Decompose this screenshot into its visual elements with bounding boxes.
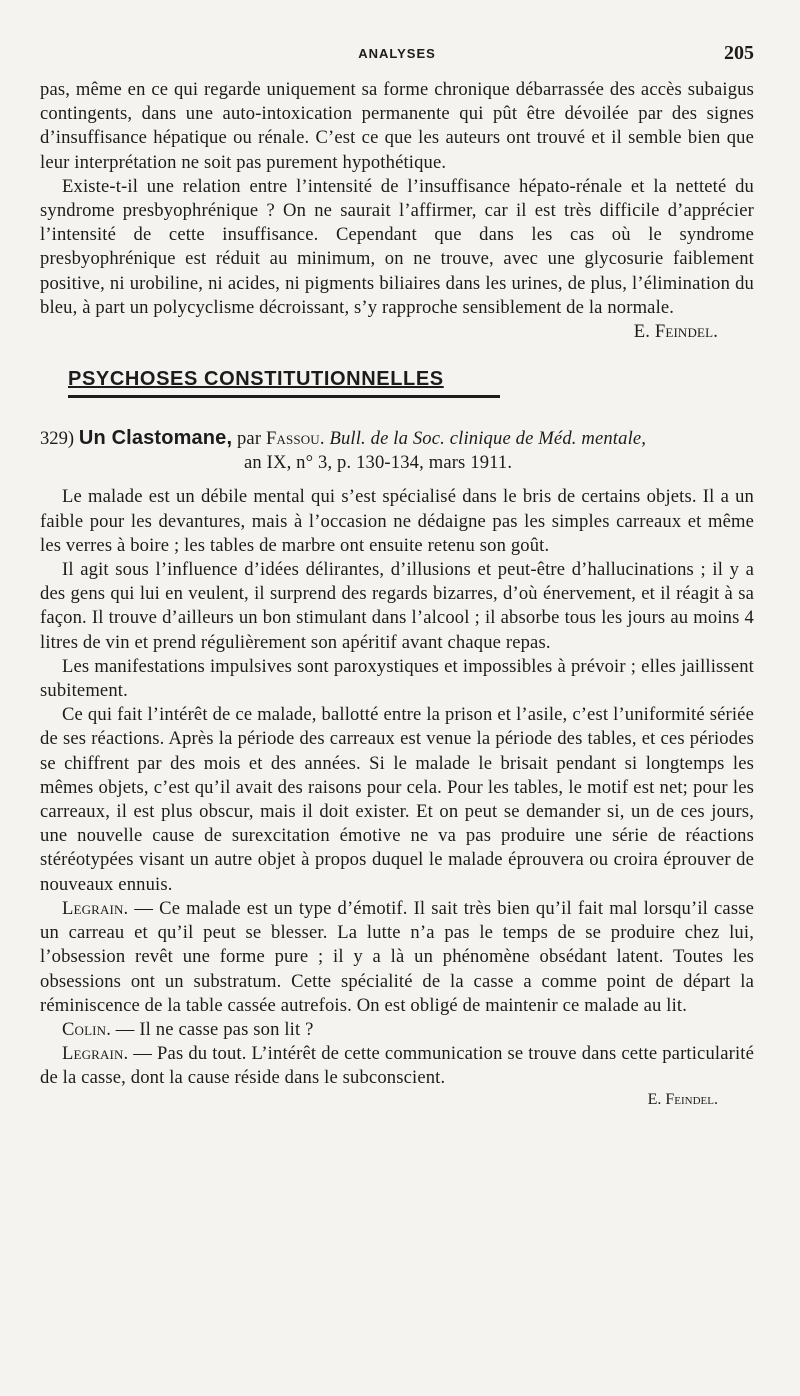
entry-paragraph: Il agit sous l’influence d’idées délirantes, d’illusions et peut-être d’hallucinations ; il y a des gens qui lui en veulent, il surprend des regards bizarres, d’où énervement, et il réagit à sa façon. Il trouve d’ailleurs un bon stimulant dans l’alcool ; il absorbe tous les jours au moins 4 litres de vin et prend régulièrement son apéritif avant chaque repas. [40,559,754,653]
section-heading: PSYCHOSES CONSTITUTIONNELLES [68,368,500,398]
document-page [40,38,754,1109]
entry-body [40,485,754,1108]
discussion-speaker: Colin. [62,1018,111,1040]
entry-signature: E. Feindel. [647,1090,718,1108]
intro-paragraph-2 [40,175,754,343]
page-number: 205 [724,42,754,64]
entry-paragraph: Ce qui fait l’intérêt de ce malade, ballotté entre la prison et l’asile, c’est l’uniformité sériée de ses réactions. Après la période des carreaux est venue la période des tables, et ces périodes se chiffrent par des mois et des années. Si le malade le brisait pendant si longtemps les mêmes objets, c’est qu’il avait des raisons pour cela. Pour les tables, le motif est net; pour les carreaux, il est plus obscur, mais il doit exister. Et on peut se demander si, un de ces jours, une nouvelle cause de surexcitation émotive ne va pas produire une série de réactions stéréotypées visant un autre objet à propos duquel le malade éprouvera ou croira éprouver de nouveaux ennuis. [40,704,754,895]
entry-author: Fassou. [265,428,325,450]
running-header [40,38,754,78]
entry-source-line2: an IX, n° 3, p. 130-134, mars 1911. [244,452,513,474]
entry-heading [40,426,754,475]
entry-paragraph: Le malade est un débile mental qui s’est spécialisé dans le bris de certains objets. Il a un faible pour les devantures, mais à l’occasion ne dédaigne pas les simples carreaux et même les verres à boire ; les tables de marbre ont ensuite retenu son goût. [40,486,754,556]
running-title: ANALYSES [358,46,436,61]
discussion-paragraph [40,1042,754,1090]
discussion-text: — Il ne casse pas son lit ? [111,1018,314,1040]
entry-by: par [236,428,262,450]
discussion-paragraph [40,897,754,1018]
discussion-speaker: Legrain. [62,897,129,919]
entry-title: Un Clastomane, [78,427,233,450]
intro-paragraph-2-text: Existe-t-il une relation entre l’intensité de l’insuffisance hépato-rénale et la netteté du syndrome presbyophrénique ? On ne saurait l’affirmer, car il est très difficile d’apprécier l’intensité de cette insuffisance. Cependant que dans les cas où le syndrome presbyophrénique est réduit au minimum, on ne trouve, avec une glycosurie faiblement positive, ni urobiline, ni acides, ni pigments biliaires dans les urines, de plus, l’élimination du bleu, à part un polycyclisme décroissant, s’y rapproche sensiblement de la normale. [40,175,754,318]
intro-signature: E. Feindel. [633,321,718,343]
discussion-text: — Pas du tout. L’intérêt de cette communication se trouve dans cette particularité de la casse, dont la cause réside dans le subconscient. [40,1043,754,1089]
entry-source: Bull. de la Soc. clinique de Méd. mentale, [329,428,647,450]
discussion-speaker: Legrain. [62,1043,129,1065]
discussion-paragraph [40,1018,754,1042]
entry-number: 329) [40,428,75,450]
discussion-text: — Ce malade est un type d’émotif. Il sait très bien qu’il fait mal lorsqu’il casse un carreau et qu’il peut se blesser. La lutte n’a pas le temps de se produire chez lui, l’obsession revêt une forme pure ; il y a là un phénomène obsédant latent. Toutes les obsessions ont un substratum. Cette spécialité de la casse a comme point de départ la réminiscence de la table cassée autrefois. On est obligé de maintenir ce malade au lit. [40,897,754,1016]
entry-paragraph: Les manifestations impulsives sont paroxystiques et impossibles à prévoir ; elles jaillissent subitement. [40,655,754,702]
intro-paragraph-1: pas, même en ce qui regarde uniquement sa forme chronique débarrassée des accès subaigus contingents, dans une auto-intoxication permanente qui pût être dévoilée par des signes d’insuffisance hépatique ou rénale. C’est ce que les auteurs ont trouvé et il semble bien que leur interprétation ne soit pas purement hypothétique. [40,79,754,173]
